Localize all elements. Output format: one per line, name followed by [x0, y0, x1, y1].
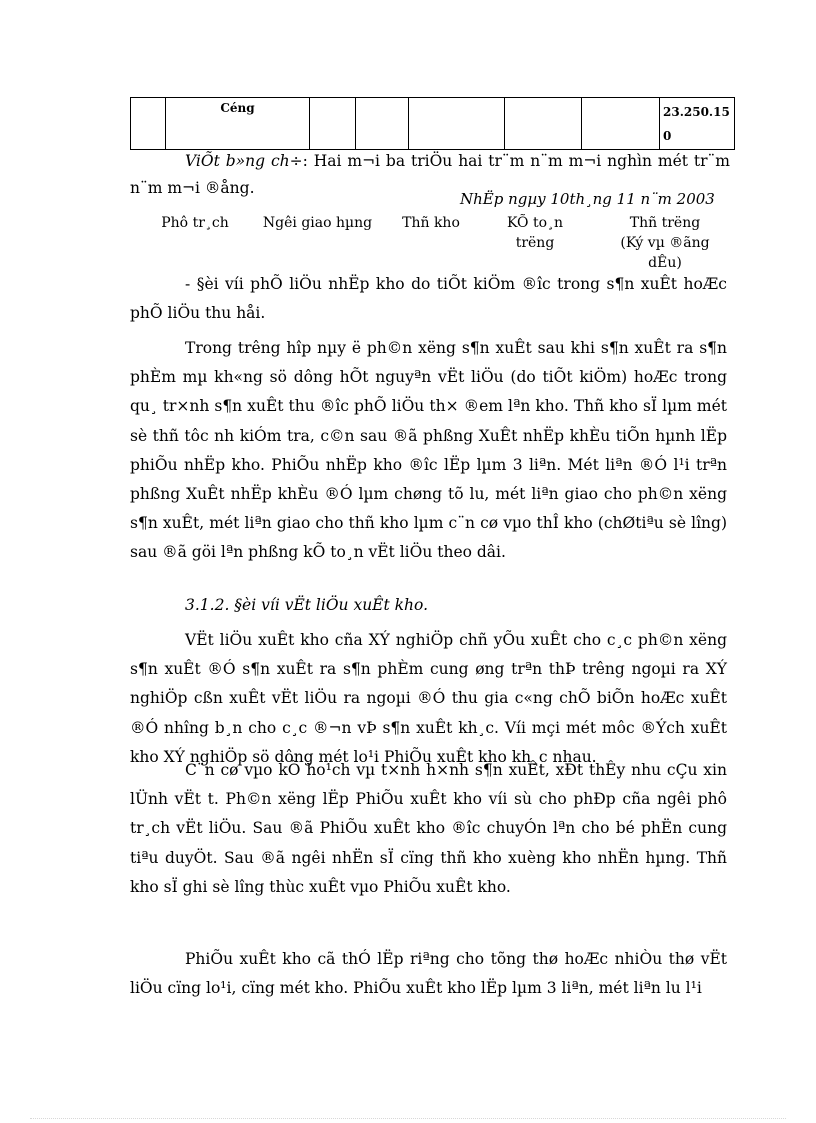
- section-heading: 3.1.2. §èi víi vËt liÖu xuÊt kho.: [185, 596, 429, 614]
- paragraph-issue-purpose: VËt liÖu xuÊt kho cña XÝ nghiÖp chñ yÕu xuÊt cho c¸c ph©n xëng s¶n xuÊt ®Ó s¶n xuÊt ra s¶n phÈm cung øng trªn thÞ trêng ngoµi ra XÝ nghiÖp cßn xuÊt vËt liÖu ra ngoµi ®Ó thu gia c«ng chÕ biÕn hoÆc xuÊt ®Ó nhîng b¸n cho c¸c ®¬n vÞ s¶n xuÊt kh¸c. Víi mçi mét môc ®Ých xuÊt kho XÝ nghiÖp sö dông mét lo¹i PhiÕu xuÊt kho kh¸c nhau.: [130, 631, 727, 766]
- signature-storekeeper: Thñ kho: [402, 215, 460, 231]
- total-amount-cell: 23.250.15 0: [660, 98, 735, 150]
- table-cell: [409, 98, 505, 150]
- receipt-date: NhËp ngµy 10th¸ng 11 n¨m 2003: [460, 190, 715, 208]
- goods-receipt-table: [130, 97, 735, 150]
- table-row-total: [131, 98, 735, 150]
- paragraph-issue-procedure: C¨n cø vµo kÕ ho¹ch vµ t×nh h×nh s¶n xuÊt, xÐt thÊy nhu cÇu xin lÜnh vËt t. Ph©n xëng lËp PhiÕu xuÊt kho víi sù cho phÐp cña ngêi phô tr¸ch vËt liÖu. Sau ®ã PhiÕu xuÊt kho ®îc chuyÓn lªn cho bé phËn cung tiªu duyÖt. Sau ®ã ngêi nhËn sÏ cïng thñ kho xuèng kho nhËn hµng. Thñ kho sÏ ghi sè lîng thùc xuÊt vµo PhiÕu xuÊt kho.: [130, 761, 727, 896]
- table-cell: [310, 98, 356, 150]
- page-footer-rule: [30, 1118, 786, 1119]
- signature-supervisor: Phô tr¸ch: [161, 215, 229, 231]
- signature-deliverer: Ngêi giao hµng: [262, 215, 373, 231]
- signature-director: Thñ trëng (Ký vµ ®ãng dÊu): [620, 215, 710, 271]
- paragraph-scrap-receipt: - §èi víi phÕ liÖu nhËp kho do tiÕt kiÖm ®îc trong s¶n xuÊt hoÆc phÕ liÖu thu håi.: [130, 275, 727, 323]
- total-in-words-value: : Hai m¬i ba triÖu hai tr¨m n¨m m¬i nghìn mét tr¨m n¨m m¬i ®ång.: [130, 152, 731, 197]
- table-cell: [356, 98, 409, 150]
- total-label-cell: Céng: [166, 98, 310, 150]
- signature-chief-accountant: KÕ to¸n trëng: [506, 215, 564, 251]
- paragraph-receipt-procedure: Trong trêng hîp nµy ë ph©n xëng s¶n xuÊt sau khi s¶n xuÊt ra s¶n phÈm mµ kh«ng sö dông hÕt nguyªn vËt liÖu (do tiÕt kiÖm) hoÆc trong qu¸ tr×nh s¶n xuÊt thu ®îc phÕ liÖu th× ®em lªn kho. Thñ kho sÏ lµm mét sè thñ tôc nh kiÓm tra, c©n sau ®ã phßng XuÊt nhËp khÈu tiÕn hµnh lËp phiÕu nhËp kho. PhiÕu nhËp kho ®îc lËp lµm 3 liªn. Mét liªn ®Ó l¹i trªn phßng XuÊt nhËp khÈu ®Ó lµm chøng tõ lu, mét liªn giao cho ph©n xëng s¶n xuÊt, mét liªn giao cho thñ kho lµm c¨n cø vµo thÎ kho (chØtiªu sè lîng) sau ®ã göi lªn phßng kÕ to¸n vËt liÖu theo dâi.: [130, 339, 727, 562]
- table-cell: [131, 98, 166, 150]
- total-in-words-label: ViÕt b»ng ch÷: [185, 152, 303, 170]
- table-cell: [582, 98, 660, 150]
- table-cell: [505, 98, 582, 150]
- paragraph-issue-slip: PhiÕu xuÊt kho cã thÓ lËp riªng cho tõng thø hoÆc nhiÒu thø vËt liÖu cïng lo¹i, cïng mét kho. PhiÕu xuÊt kho lËp lµm 3 liªn, mét liªn lu l¹i: [130, 950, 727, 998]
